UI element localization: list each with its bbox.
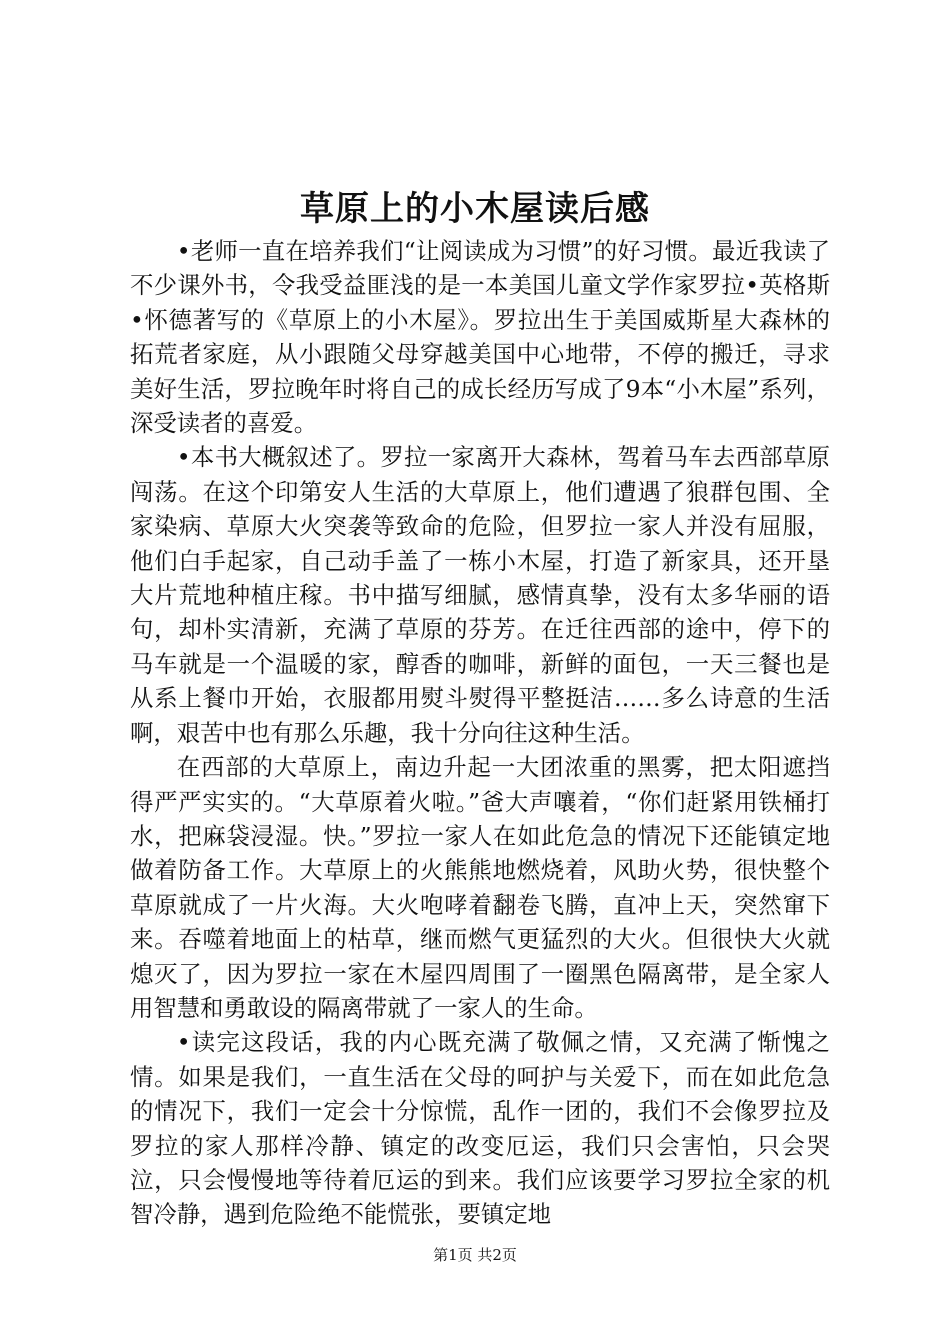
- paragraph-3: 在西部的大草原上，南边升起一大团浓重的黑雾，把太阳遮挡得严严实实的。“大草原着火啦。”爸大声嚷着，“你们赶紧用铁桶打水，把麻袋浸湿。快。”罗拉一家人在如此危急的情况下还能镇定地做着防备工作。大草原上的火熊熊地燃烧着，风助火势，很快整个草原就成了一片火海。大火咆哮着翻卷飞腾，直冲上天，突然窜下来。吞噬着地面上的枯草，继而燃气更猛烈的大火。但很快大火就熄灭了，因为罗拉一家在木屋四周围了一圈黑色隔离带，是全家人用智慧和勇敢设的隔离带就了一家人的生命。: [130, 753, 830, 1022]
- document-title: 草原上的小木屋读后感: [300, 189, 650, 229]
- document-body: [130, 234, 830, 1232]
- page-number-footer: 第1页 共2页: [433, 1246, 517, 1264]
- paragraph-1: •老师一直在培养我们“让阅读成为习惯”的好习惯。最近我读了不少课外书，令我受益匪浅的是一本美国儿童文学作家罗拉•英格斯•怀德著写的《草原上的小木屋》。罗拉出生于美国威斯星大森林的拓荒者家庭，从小跟随父母穿越美国中心地带，不停的搬迁，寻求美好生活，罗拉晚年时将自己的成长经历写成了9本“小木屋”系列，深受读者的喜爱。: [130, 237, 830, 438]
- paragraph-2: •本书大概叙述了。罗拉一家离开大森林，驾着马车去西部草原闯荡。在这个印第安人生活的大草原上，他们遭遇了狼群包围、全家染病、草原大火突袭等致命的危险，但罗拉一家人并没有屈服，他们白手起家，自己动手盖了一栋小木屋，打造了新家具，还开垦大片荒地种植庄稼。书中描写细腻，感情真挚，没有太多华丽的语句，却朴实清新，充满了草原的芬芳。在迁往西部的途中，停下的马车就是一个温暖的家，醇香的咖啡，新鲜的面包，一天三餐也是从系上餐巾开始，衣服都用熨斗熨得平整挺洁……多么诗意的生活啊，艰苦中也有那么乐趣，我十分向往这种生活。: [130, 443, 830, 747]
- paragraph-4: •读完这段话，我的内心既充满了敬佩之情，又充满了惭愧之情。如果是我们，一直生活在父母的呵护与关爱下，而在如此危急的情况下，我们一定会十分惊慌，乱作一团的，我们不会像罗拉及罗拉的家人那样冷静、镇定的改变厄运，我们只会害怕，只会哭泣，只会慢慢地等待着厄运的到来。我们应该要学习罗拉全家的机智冷静，遇到危险绝不能慌张，要镇定地: [130, 1028, 830, 1229]
